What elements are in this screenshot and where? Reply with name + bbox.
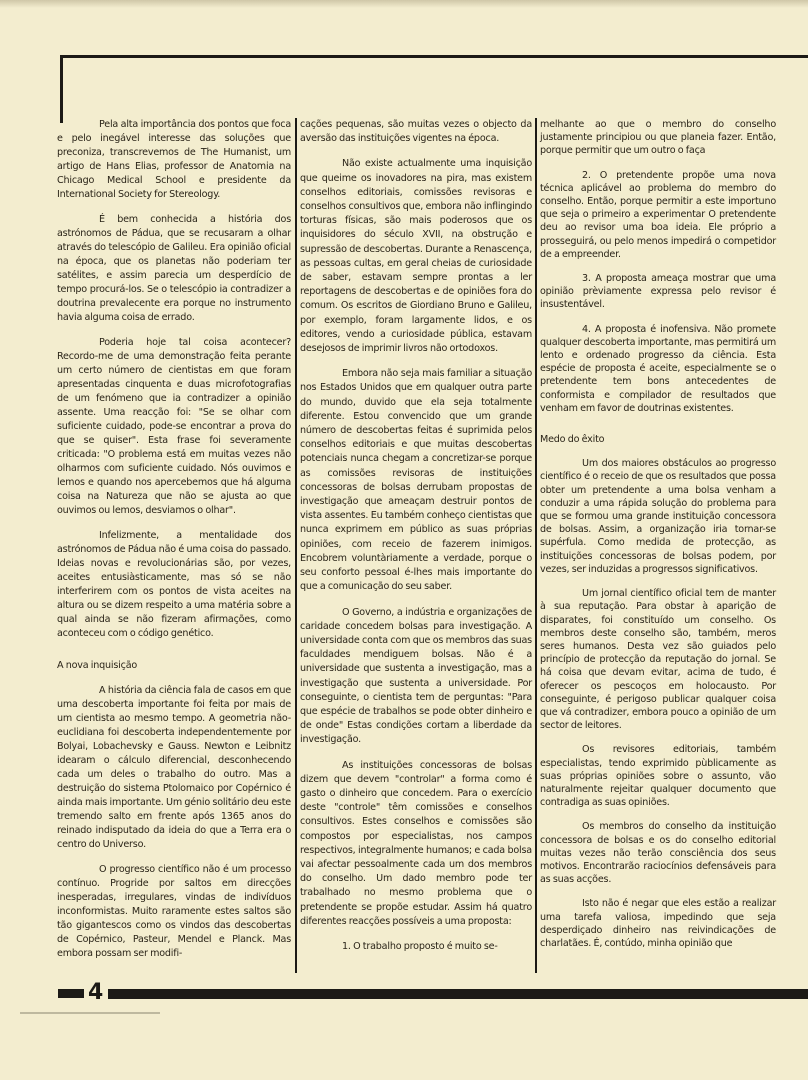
- paragraph: Um jornal científico oficial tem de manter à sua reputação. Para obstar à aparição de disparates, foi constituído um conselho. Os membros deste conselho são, também, meros seres humanos. Desta vez são guiados pelo princípio de protecção da reputação do jornal. Se há coisa que devam evitar, acima de tudo, é oferecer os pescoços em holocausto. Por conseguinte, é perigoso publicar qualquer coisa que vá contradizer, embora pouco a opinião de um sector de leitores.: [540, 588, 776, 732]
- column-2: [300, 118, 532, 965]
- continued-paragraph: cações pequenas, são muitas vezes o objecto da aversão das instituições vigentes na época.: [300, 119, 532, 145]
- paragraph: O progresso científico não é um processo contínuo. Progride por saltos em direcções inesperadas, irregulares, vindas de indivíduos inconformistas. Muito raramente estes saltos são tão gigantescos como os vindos das descobertas de Copérnico, Pasteur, Mendel e Planck. Mas embora possam ser modifi-: [57, 864, 291, 959]
- page-edge: [0, 0, 808, 8]
- print-smudge: [20, 1012, 160, 1014]
- page-footer: [58, 980, 808, 1006]
- paragraph: 4. A proposta é inofensiva. Não promete qualquer descoberta importante, mas permitirá um lento e ordenado progresso da ciência. Esta espécie de proposta é aceite, especialmente se o pretendente tem bons antecedentes de conformista e compilador de resultados que venham em favor de doutrinas existentes.: [540, 323, 776, 414]
- paragraph: Isto não é negar que eles estão a realizar uma tarefa valiosa, impedindo que seja desperdiçado dinheiro nas reivindicações de charlatães. É, contúdo, minha opinião que: [540, 898, 776, 949]
- section-heading: Medo do êxito: [540, 434, 605, 446]
- paragraph: 1. O trabalho proposto é muito se-: [342, 940, 498, 952]
- footer-rule-left: [58, 989, 84, 998]
- page-number: 4: [88, 980, 104, 1005]
- paragraph: O Governo, a indústria e organizações de caridade concedem bolsas para investigação. A universidade conta com que os membros das suas faculdades mendiguem bolsas. Não é a universidade que sustenta a investigação, mas a investigação que sustenta a universidade. Por conseguinte, o cientista tem de perguntas: "Para que espécie de trabalhos se pode obter dinheiro e de onde" Estas condições cortam a liberdade da investigação.: [300, 606, 532, 746]
- column-3: [540, 118, 776, 961]
- paragraph: Não existe actualmente uma inquisição que queime os inovadores na pira, mas existem conselhos editoriais, comissões revisoras e conselhos consultivos que, embora não inflingindo torturas físicas, são mais poderosos que os inquisidores do século XVII, na obstrução e supressão de descobertas. Durante a Renascença, as pessoas cultas, em geral cheias de curiosidade de saber, estavam sempre prontas a ler reportagens de descobertas e de opiniões fora do comum. Os escritos de Giordiano Bruno e Galileu, por exemplo, foram largamente lidos, e os editores, vendo a curiosidade pública, estavam desejosos de imprimir livros não ortodoxos.: [300, 158, 532, 355]
- paragraph: É bem conhecida a história dos astrónomos de Pádua, que se recusaram a olhar através do telescópio de Galileu. Era opinião oficial na época, que os planetas não poderiam ter satélites, e assim parecia um desperdício de tempo procurá-los. Se o telescópio ia contradizer a doutrina prevalecente era porque no instrumento havia alguma coisa de errado.: [57, 214, 291, 323]
- left-rule: [60, 55, 63, 123]
- paragraph: Os membros do conselho da instituição concessora de bolsas e os do conselho editorial muitas vezes não terão consciência dos seus motivos. Encontrarão raciocínios defensáveis para as suas acções.: [540, 821, 776, 886]
- paragraph: As instituições concessoras de bolsas dizem que devem "controlar" a forma como é gasto o dinheiro que concedem. Para o exercício deste "controle" têm comissões e conselhos consultivos. Estes conselhos e comissões são compostos por especialistas, nos campos respectivos, integralmente humanos; e cada bolsa vai afectar pessoalmente cada um dos membros do conselho. Um dado membro pode ter trabalhado no mesmo problema que o pretendente se propõe estudar. Assim há quatro diferentes reacções possíveis a uma proposta:: [300, 759, 532, 927]
- column-divider: [535, 118, 537, 973]
- paragraph: Poderia hoje tal coisa acontecer? Recordo-me de uma demonstração feita perante um certo número de cientistas em que foram apresentadas cinquenta e duas microfotografias de um fenómeno que ia contradizer a opinião assente. Uma reacção foi: "Se se olhar com suficiente cuidado, pode-se encontrar a prova do que se quiser". Esta frase foi severamente criticada: "O problema está em muitas vezes não olharmos com suficiente cuidado. Nós ouvimos e lemos e quando nos apercebemos que há alguma coisa na Natureza que não se ajusta ao que ouvimos ou lemos, desviamos o olhar".: [57, 337, 291, 516]
- section-heading: A nova inquisição: [57, 660, 138, 671]
- continued-paragraph: melhante ao que o membro do conselho justamente principiou ou que planeia fazer. Então, porque permitir que um outro o faça: [540, 119, 776, 157]
- paragraph: Os revisores editoriais, também especialistas, tendo exprimido pùblicamente as suas próprias opiniões sobre o assunto, vão naturalmente rejeitar qualquer documento que contradiga as suas opiniões.: [540, 744, 776, 809]
- top-rule: [60, 55, 808, 58]
- paragraph: Um dos maiores obstáculos ao progresso científico é o receio de que os resultados que possa obter um pretendente a uma bolsa venham a conduzir a uma rápida solução do problema para que se formou uma grande instituição concessora de bolsas. Assim, a organização iria tornar-se supérfula. Como medida de protecção, as instituições concessoras de bolsas podem, por vezes, ser induzidas a progressos significativos.: [540, 458, 776, 575]
- paragraph: 3. A proposta ameaça mostrar que uma opinião prèviamente expressa pelo revisor é insustentável.: [540, 273, 776, 311]
- column-1: [57, 118, 291, 972]
- paragraph: Pela alta importância dos pontos que foca e pelo inegável interesse das soluções que preconiza, transcrevemos de The Humanist, um artigo de Hans Elias, professor de Anatomia na Chicago Medical School e presidente da International Society for Stereology.: [57, 119, 291, 200]
- paragraph: A história da ciência fala de casos em que uma descoberta importante foi feita por mais de um cientista ao mesmo tempo. A geometria não-euclidiana foi descoberta independentemente por Bolyai, Lobachevsky e Gauss. Newton e Leibnitz idearam o cálculo diferencial, desconhecendo cada um deles o trabalho do outro. Mas a destruição do sistema Ptolomaico por Copérnico é ainda mais importante. Um génio solitário deu este tremendo salto em frente após 1365 anos do reinado indisputado da ideia do que a Terra era o centro do Universo.: [57, 685, 291, 850]
- paragraph: 2. O pretendente propõe uma nova técnica aplicável ao problema do membro do conselho. Então, porque permitir a este importuno que seja o primeiro a experimentar O pretendente deu ao revisor uma boa ideia. Ele próprio a prosseguirá, ou pelo menos impedirá o competidor de a empreender.: [540, 169, 776, 260]
- footer-rule-right: [108, 989, 808, 999]
- column-divider: [295, 118, 297, 973]
- paragraph: Embora não seja mais familiar a situação nos Estados Unidos que em qualquer outra parte do mundo, duvido que ela seja totalmente diferente. Estou convencido que um grande número de descobertas feitas é suprimida pelos conselhos editoriais e que muitas descobertas potenciais nunca chegam a concretizar-se porque as comissões revisoras de instituições concessoras de bolsas derrubam propostas de investigação que ameaçam destruir pontos de vista assentes. Eu também conheço cientistas que nunca exprimem em público as suas próprias opiniões, com receio de fazerem inimigos. Encobrem voluntàriamente a verdade, porque o seu conforto pessoal é-lhes mais importante do que a comunicação do seu saber.: [300, 368, 532, 593]
- paragraph: Infelizmente, a mentalidade dos astrónomos de Pádua não é uma coisa do passado. Ideias novas e revolucionárias são, por vezes, aceites entusiàsticamente, mas só se não interferirem com os pontos de vista aceites na altura ou se dizem respeito a uma matéria sobre a qual ainda se não fizeram afirmações, como aconteceu com o código genético.: [57, 530, 291, 639]
